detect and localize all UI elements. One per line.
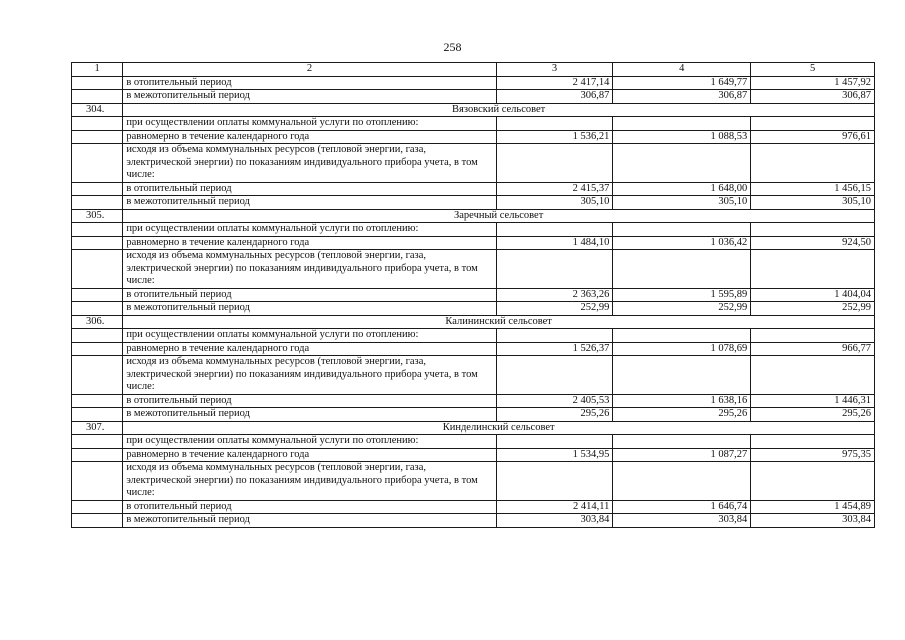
row-index-cell	[72, 250, 123, 289]
row-index-cell	[72, 117, 123, 131]
row-label: в отопительный период	[123, 500, 496, 514]
value-col4: 306,87	[613, 90, 751, 104]
section-title: Кинделинский сельсовет	[123, 421, 875, 435]
value-col4: 303,84	[613, 514, 751, 528]
row-label: в межотопительный период	[123, 196, 496, 210]
table-row-heating	[72, 288, 875, 302]
value-col3: 252,99	[496, 302, 613, 316]
table-row-nonheating	[72, 514, 875, 528]
value-col5	[751, 435, 875, 449]
value-col3: 1 484,10	[496, 236, 613, 250]
row-index-cell	[72, 342, 123, 356]
value-col4: 1 646,74	[613, 500, 751, 514]
value-col5: 295,26	[751, 408, 875, 422]
row-label: в отопительный период	[123, 76, 496, 90]
value-col3: 1 526,37	[496, 342, 613, 356]
table-row-metered-heading	[72, 462, 875, 501]
value-col3: 2 414,11	[496, 500, 613, 514]
value-col3	[496, 356, 613, 395]
value-col4: 305,10	[613, 196, 751, 210]
row-index-cell	[72, 462, 123, 501]
value-col5: 1 454,89	[751, 500, 875, 514]
value-col5: 306,87	[751, 90, 875, 104]
section-header-row	[72, 315, 875, 329]
row-index-cell	[72, 356, 123, 395]
row-label: в межотопительный период	[123, 302, 496, 316]
row-label: равномерно в течение календарного года	[123, 448, 496, 462]
row-index-cell	[72, 223, 123, 237]
row-label: в отопительный период	[123, 182, 496, 196]
section-header-row	[72, 209, 875, 223]
value-col5: 303,84	[751, 514, 875, 528]
row-label: при осуществлении оплаты коммунальной услуги по отоплению:	[123, 223, 496, 237]
tariff-table	[71, 62, 875, 528]
section-number: 306.	[72, 315, 123, 329]
value-col3: 1 534,95	[496, 448, 613, 462]
value-col5	[751, 356, 875, 395]
row-label: исходя из объема коммунальных ресурсов (тепловой энергии, газа, электрической энергии) по показаниям индивидуального прибора учета, в том числе:	[123, 462, 496, 501]
table-row-nonheating	[72, 302, 875, 316]
row-label: в межотопительный период	[123, 408, 496, 422]
value-col5: 1 446,31	[751, 394, 875, 408]
table-row-uniform	[72, 342, 875, 356]
table-row-metered-heading	[72, 356, 875, 395]
value-col4: 252,99	[613, 302, 751, 316]
value-col3: 1 536,21	[496, 130, 613, 144]
row-index-cell	[72, 288, 123, 302]
section-number: 304.	[72, 103, 123, 117]
value-col4: 1 649,77	[613, 76, 751, 90]
value-col3: 2 417,14	[496, 76, 613, 90]
value-col5: 975,35	[751, 448, 875, 462]
row-index-cell	[72, 302, 123, 316]
row-label: исходя из объема коммунальных ресурсов (тепловой энергии, газа, электрической энергии) по показаниям индивидуального прибора учета, в том числе:	[123, 250, 496, 289]
row-label: в межотопительный период	[123, 90, 496, 104]
value-col5	[751, 144, 875, 183]
column-number-2: 2	[123, 63, 496, 77]
value-col4	[613, 356, 751, 395]
value-col4: 295,26	[613, 408, 751, 422]
section-header-row	[72, 103, 875, 117]
value-col4	[613, 250, 751, 289]
value-col3: 303,84	[496, 514, 613, 528]
value-col4: 1 638,16	[613, 394, 751, 408]
value-col4: 1 648,00	[613, 182, 751, 196]
value-col3	[496, 435, 613, 449]
row-label: в отопительный период	[123, 394, 496, 408]
row-label: при осуществлении оплаты коммунальной услуги по отоплению:	[123, 329, 496, 343]
row-index-cell	[72, 144, 123, 183]
value-col5: 1 404,04	[751, 288, 875, 302]
row-label: равномерно в течение календарного года	[123, 130, 496, 144]
section-title: Калининский сельсовет	[123, 315, 875, 329]
row-index-cell	[72, 76, 123, 90]
table-row-metered-heading	[72, 250, 875, 289]
row-label: равномерно в течение календарного года	[123, 236, 496, 250]
value-col3: 2 405,53	[496, 394, 613, 408]
value-col3	[496, 462, 613, 501]
value-col4	[613, 117, 751, 131]
value-col3	[496, 329, 613, 343]
value-col5	[751, 250, 875, 289]
table-row-heating-carryover	[72, 76, 875, 90]
section-number: 307.	[72, 421, 123, 435]
column-number-4: 4	[613, 63, 751, 77]
value-col3	[496, 144, 613, 183]
row-index-cell	[72, 130, 123, 144]
table-row-heating	[72, 500, 875, 514]
row-index-cell	[72, 435, 123, 449]
table-row-metered-heading	[72, 144, 875, 183]
value-col4	[613, 435, 751, 449]
value-col4: 1 087,27	[613, 448, 751, 462]
value-col3	[496, 223, 613, 237]
row-label: исходя из объема коммунальных ресурсов (тепловой энергии, газа, электрической энергии) по показаниям индивидуального прибора учета, в том числе:	[123, 144, 496, 183]
value-col5: 305,10	[751, 196, 875, 210]
value-col5: 252,99	[751, 302, 875, 316]
row-index-cell	[72, 408, 123, 422]
column-number-row	[72, 63, 875, 77]
row-label: в межотопительный период	[123, 514, 496, 528]
row-label: в отопительный период	[123, 288, 496, 302]
value-col3: 2 363,26	[496, 288, 613, 302]
row-index-cell	[72, 196, 123, 210]
value-col4: 1 595,89	[613, 288, 751, 302]
table-row-payment-heading	[72, 329, 875, 343]
row-label: исходя из объема коммунальных ресурсов (тепловой энергии, газа, электрической энергии) по показаниям индивидуального прибора учета, в том числе:	[123, 356, 496, 395]
section-header-row	[72, 421, 875, 435]
value-col4	[613, 144, 751, 183]
value-col4	[613, 462, 751, 501]
row-index-cell	[72, 394, 123, 408]
row-index-cell	[72, 514, 123, 528]
row-index-cell	[72, 500, 123, 514]
section-title: Заречный сельсовет	[123, 209, 875, 223]
table-row-payment-heading	[72, 435, 875, 449]
value-col5	[751, 462, 875, 501]
column-number-5: 5	[751, 63, 875, 77]
section-title: Вязовский сельсовет	[123, 103, 875, 117]
value-col4: 1 078,69	[613, 342, 751, 356]
table-row-heating	[72, 394, 875, 408]
page-number: 258	[443, 40, 462, 54]
row-index-cell	[72, 182, 123, 196]
table-row-nonheating	[72, 408, 875, 422]
value-col4: 1 088,53	[613, 130, 751, 144]
table-row-heating	[72, 182, 875, 196]
column-number-3: 3	[496, 63, 613, 77]
table-row-uniform	[72, 236, 875, 250]
row-label: равномерно в течение календарного года	[123, 342, 496, 356]
value-col5	[751, 117, 875, 131]
row-index-cell	[72, 236, 123, 250]
value-col3	[496, 117, 613, 131]
table-row-uniform	[72, 130, 875, 144]
value-col3: 305,10	[496, 196, 613, 210]
value-col3	[496, 250, 613, 289]
value-col5: 976,61	[751, 130, 875, 144]
value-col4: 1 036,42	[613, 236, 751, 250]
section-number: 305.	[72, 209, 123, 223]
value-col4	[613, 329, 751, 343]
value-col5	[751, 329, 875, 343]
column-number-1: 1	[72, 63, 123, 77]
row-label: при осуществлении оплаты коммунальной услуги по отоплению:	[123, 435, 496, 449]
table-row-nonheating	[72, 196, 875, 210]
row-index-cell	[72, 329, 123, 343]
tariff-table-body	[72, 63, 875, 528]
table-row-uniform	[72, 448, 875, 462]
value-col3: 306,87	[496, 90, 613, 104]
value-col3: 295,26	[496, 408, 613, 422]
row-label: при осуществлении оплаты коммунальной услуги по отоплению:	[123, 117, 496, 131]
table-row-payment-heading	[72, 223, 875, 237]
row-index-cell	[72, 448, 123, 462]
value-col5	[751, 223, 875, 237]
value-col3: 2 415,37	[496, 182, 613, 196]
table-row-payment-heading	[72, 117, 875, 131]
value-col4	[613, 223, 751, 237]
value-col5: 1 456,15	[751, 182, 875, 196]
table-row-nonheating-carryover	[72, 90, 875, 104]
value-col5: 1 457,92	[751, 76, 875, 90]
row-index-cell	[72, 90, 123, 104]
value-col5: 924,50	[751, 236, 875, 250]
value-col5: 966,77	[751, 342, 875, 356]
